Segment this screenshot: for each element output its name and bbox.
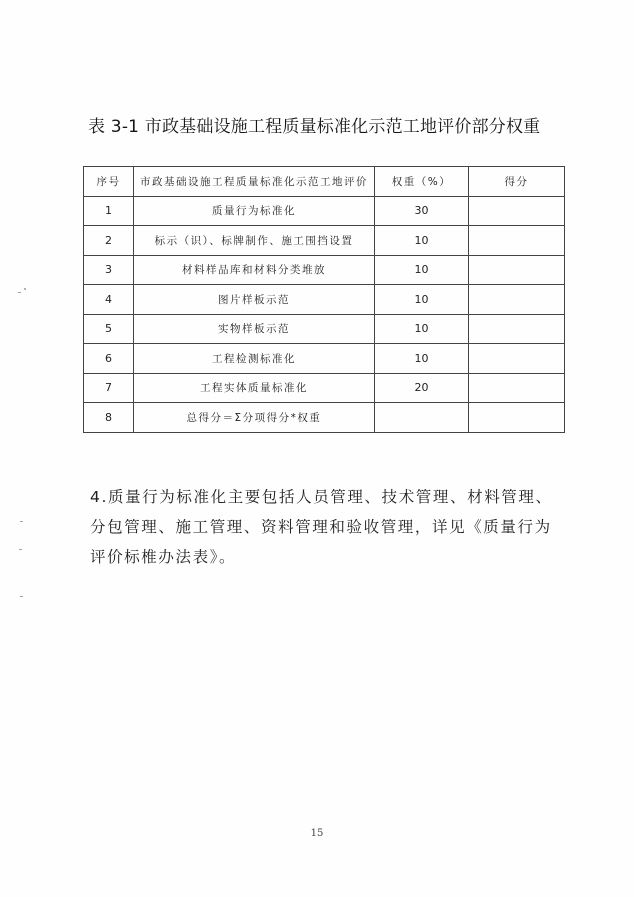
table-row	[84, 373, 565, 403]
row-score-cell	[469, 373, 565, 403]
row-item-cell: 工程实体质量标准化	[134, 373, 375, 403]
scan-speck	[19, 549, 22, 550]
row-score-cell	[469, 403, 565, 433]
row-score-cell	[469, 344, 565, 374]
row-item-cell: 材料样品库和材料分类堆放	[134, 255, 375, 285]
row-no-cell: 5	[84, 314, 134, 344]
table-header-row	[84, 167, 565, 197]
header-weight: 权重（%）	[375, 167, 469, 197]
row-no-cell: 7	[84, 373, 134, 403]
row-no-cell: 8	[84, 403, 134, 433]
row-weight-cell: 10	[375, 255, 469, 285]
row-no-cell: 1	[84, 196, 134, 226]
header-item: 市政基础设施工程质量标准化示范工地评价	[134, 167, 375, 197]
header-score: 得分	[469, 167, 565, 197]
row-weight-cell	[375, 403, 469, 433]
row-item-cell: 实物样板示范	[134, 314, 375, 344]
row-item-cell: 图片样板示范	[134, 285, 375, 315]
table-row	[84, 255, 565, 285]
page-number: 15	[310, 828, 324, 839]
body-paragraph: 4.质量行为标准化主要包括人员管理、技术管理、材料管理、分包管理、施工管理、资料管理和验收管理，详见《质量行为评价标椎办法表》。	[90, 488, 553, 566]
table-row	[84, 344, 565, 374]
row-weight-cell: 30	[375, 196, 469, 226]
row-score-cell	[469, 314, 565, 344]
table-row	[84, 314, 565, 344]
row-no-cell: 6	[84, 344, 134, 374]
table-row	[84, 226, 565, 256]
row-weight-cell: 10	[375, 226, 469, 256]
table-row	[84, 285, 565, 315]
header-no: 序号	[84, 167, 134, 197]
row-score-cell	[469, 285, 565, 315]
weights-table-body	[84, 167, 565, 433]
row-item-cell: 质量行为标准化	[134, 196, 375, 226]
table-title: 表 3-1 市政基础设施工程质量标准化示范工地评价部分权重	[88, 117, 541, 137]
row-item-cell: 总得分＝Σ分项得分*权重	[134, 403, 375, 433]
row-no-cell: 3	[84, 255, 134, 285]
row-no-cell: 2	[84, 226, 134, 256]
scan-speck	[20, 596, 23, 597]
row-item-cell: 工程检测标准化	[134, 344, 375, 374]
row-no-cell: 4	[84, 285, 134, 315]
scan-speck	[24, 288, 26, 290]
row-weight-cell: 20	[375, 373, 469, 403]
row-score-cell	[469, 196, 565, 226]
scan-speck	[20, 521, 23, 522]
row-weight-cell: 10	[375, 344, 469, 374]
row-score-cell	[469, 226, 565, 256]
table-row	[84, 403, 565, 433]
row-item-cell: 标示（识）、标牌制作、施工围挡设置	[134, 226, 375, 256]
table-row	[84, 196, 565, 226]
scan-speck	[18, 292, 21, 293]
row-score-cell	[469, 255, 565, 285]
weights-table	[83, 166, 565, 433]
row-weight-cell: 10	[375, 285, 469, 315]
row-weight-cell: 10	[375, 314, 469, 344]
